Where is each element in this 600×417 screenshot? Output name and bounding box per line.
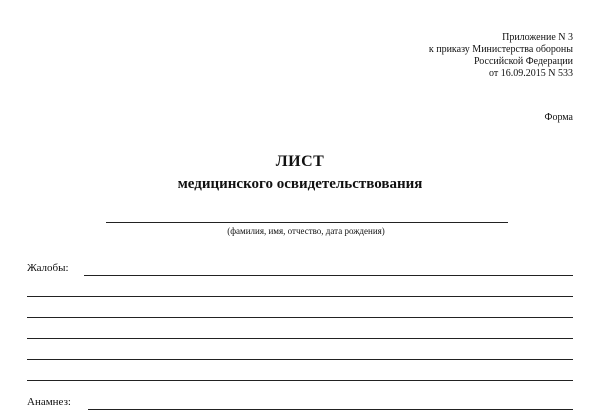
appendix-block xyxy=(429,32,573,80)
complaints-fill-line[interactable] xyxy=(27,338,573,339)
appendix-line-3: Российской Федерации xyxy=(473,56,573,67)
complaints-label: Жалобы: xyxy=(27,262,69,274)
complaints-fill-line[interactable] xyxy=(27,296,573,297)
anamnesis-label: Анамнез: xyxy=(27,396,71,408)
anamnesis-fill-line[interactable] xyxy=(88,409,573,410)
complaints-fill-line[interactable] xyxy=(27,359,573,360)
name-caption: (фамилия, имя, отчество, дата рождения) xyxy=(227,226,385,236)
form-label: Форма xyxy=(544,112,573,123)
complaints-fill-line[interactable] xyxy=(27,380,573,381)
complaints-fill-line[interactable] xyxy=(84,275,573,276)
complaints-fill-line[interactable] xyxy=(27,317,573,318)
document-subtitle: медицинского освидетельствования xyxy=(177,176,423,192)
document-title: ЛИСТ xyxy=(275,153,325,170)
appendix-line-2: к приказу Министерства обороны xyxy=(428,44,573,55)
name-fill-line[interactable] xyxy=(106,222,508,223)
appendix-line-1: Приложение N 3 xyxy=(502,32,573,43)
appendix-line-4: от 16.09.2015 N 533 xyxy=(489,68,573,79)
